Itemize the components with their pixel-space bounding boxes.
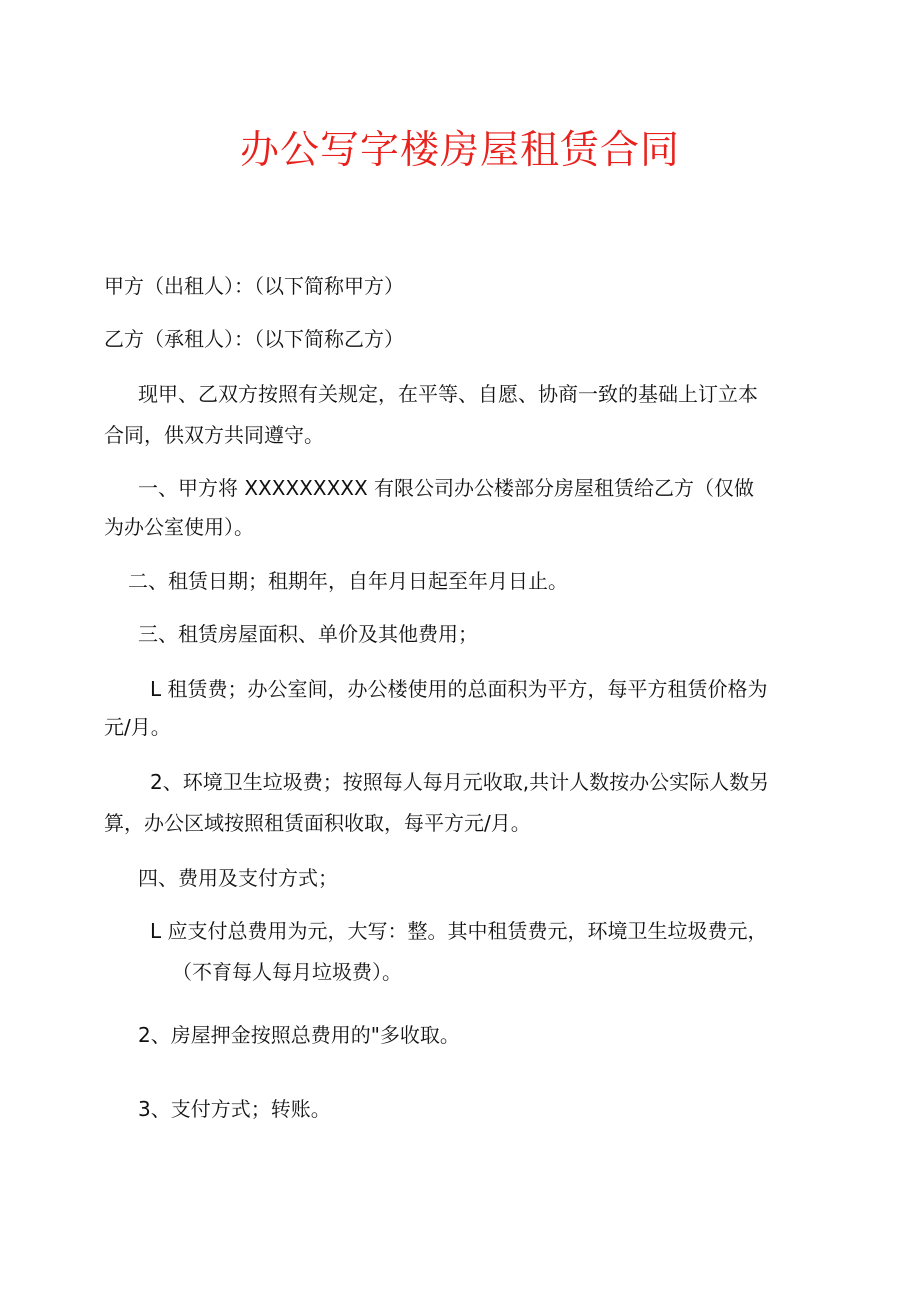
preamble-line-2: 合同，供双方共同遵守。 xyxy=(104,423,324,447)
item-4-3-line: 3、支付方式；转账。 xyxy=(138,1097,331,1121)
clause-2-line: 二、租赁日期；租期年，自年月日起至年月日止。 xyxy=(128,569,568,593)
clause-1-line-2: 为办公室使用）。 xyxy=(104,515,254,539)
party-b-line: 乙方（承租人）：（以下简称乙方） xyxy=(104,327,404,351)
preamble-line-1: 现甲、乙双方按照有关规定，在平等、自愿、协商一致的基础上订立本 xyxy=(138,382,758,406)
party-a-line: 甲方（出租人）：（以下简称甲方） xyxy=(104,274,404,298)
item-3-2-line-2: 算，办公区域按照租赁面积收取，每平方元/月。 xyxy=(104,811,531,835)
item-3-1-line-2: 元/月。 xyxy=(104,715,171,739)
item-4-1-line-1: L 应支付总费用为元，大写：整。其中租赁费元，环境卫生垃圾费元， xyxy=(150,919,768,943)
clause-1-line-1: 一、甲方将 XXXXXXXXX 有限公司办公楼部分房屋租赁给乙方（仅做 xyxy=(138,476,755,500)
document-title: 办公写字楼房屋租赁合同 xyxy=(239,128,680,173)
item-4-1-line-2: （不育每人每月垃圾费）。 xyxy=(172,960,402,984)
clause-4-line: 四、费用及支付方式； xyxy=(138,866,338,890)
clause-3-line: 三、租赁房屋面积、单价及其他费用； xyxy=(138,622,478,646)
item-3-1-line-1: L 租赁费；办公室间，办公楼使用的总面积为平方，每平方租赁价格为 xyxy=(150,677,768,701)
item-4-2-line: 2、房屋押金按照总费用的"多收取。 xyxy=(138,1023,460,1047)
item-3-2-line-1: 2、环境卫生垃圾费；按照每人每月元收取,共计人数按办公实际人数另 xyxy=(150,770,770,794)
